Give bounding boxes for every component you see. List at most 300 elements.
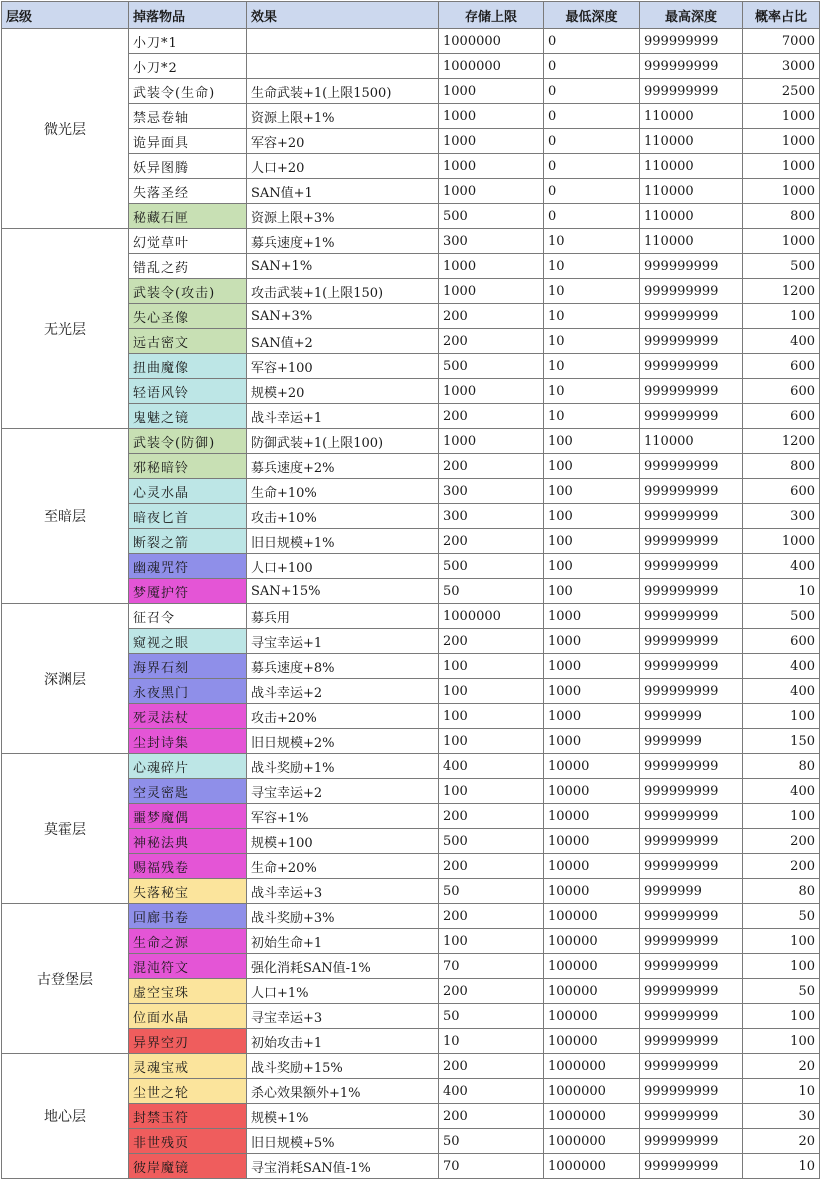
storage-cap: 1000 xyxy=(439,104,544,129)
min-depth: 1000 xyxy=(544,629,640,654)
item-effect: 防御武装+1(上限100) xyxy=(247,429,439,454)
item-effect xyxy=(247,29,439,54)
probability: 50 xyxy=(743,979,820,1004)
storage-cap: 500 xyxy=(439,354,544,379)
item-name: 尘封诗集 xyxy=(129,729,247,754)
min-depth: 0 xyxy=(544,79,640,104)
max-depth: 9999999 xyxy=(640,704,743,729)
min-depth: 1000 xyxy=(544,704,640,729)
item-name: 武装令(防御) xyxy=(129,429,247,454)
storage-cap: 100 xyxy=(439,929,544,954)
layer-name: 无光层 xyxy=(2,229,129,429)
min-depth: 1000000 xyxy=(544,1079,640,1104)
storage-cap: 400 xyxy=(439,1079,544,1104)
probability: 500 xyxy=(743,604,820,629)
min-depth: 10 xyxy=(544,304,640,329)
min-depth: 0 xyxy=(544,204,640,229)
probability: 800 xyxy=(743,454,820,479)
item-name: 小刀*1 xyxy=(129,29,247,54)
max-depth: 999999999 xyxy=(640,954,743,979)
min-depth: 10000 xyxy=(544,854,640,879)
header-capacity: 存储上限 xyxy=(439,2,544,29)
storage-cap: 1000 xyxy=(439,154,544,179)
layer-name: 古登堡层 xyxy=(2,904,129,1054)
item-effect: 募兵速度+1% xyxy=(247,229,439,254)
min-depth: 1000 xyxy=(544,729,640,754)
min-depth: 10 xyxy=(544,279,640,304)
storage-cap: 50 xyxy=(439,879,544,904)
max-depth: 999999999 xyxy=(640,979,743,1004)
max-depth: 999999999 xyxy=(640,579,743,604)
item-effect: 战斗奖励+3% xyxy=(247,904,439,929)
max-depth: 999999999 xyxy=(640,804,743,829)
storage-cap: 1000 xyxy=(439,279,544,304)
probability: 150 xyxy=(743,729,820,754)
item-effect: 初始生命+1 xyxy=(247,929,439,954)
item-effect: 募兵速度+2% xyxy=(247,454,439,479)
probability: 1000 xyxy=(743,154,820,179)
item-name: 武装令(生命) xyxy=(129,79,247,104)
item-effect: 寻宝幸运+1 xyxy=(247,629,439,654)
min-depth: 100000 xyxy=(544,1004,640,1029)
item-effect: 杀心效果额外+1% xyxy=(247,1079,439,1104)
item-name: 断裂之箭 xyxy=(129,529,247,554)
probability: 600 xyxy=(743,479,820,504)
min-depth: 100000 xyxy=(544,1029,640,1054)
item-name: 位面水晶 xyxy=(129,1004,247,1029)
min-depth: 0 xyxy=(544,29,640,54)
min-depth: 1000000 xyxy=(544,1104,640,1129)
probability: 400 xyxy=(743,654,820,679)
min-depth: 1000000 xyxy=(544,1154,640,1179)
item-effect: 募兵速度+8% xyxy=(247,654,439,679)
probability: 1000 xyxy=(743,529,820,554)
max-depth: 9999999 xyxy=(640,729,743,754)
item-effect: 资源上限+1% xyxy=(247,104,439,129)
max-depth: 999999999 xyxy=(640,254,743,279)
max-depth: 999999999 xyxy=(640,479,743,504)
storage-cap: 200 xyxy=(439,629,544,654)
max-depth: 999999999 xyxy=(640,779,743,804)
max-depth: 999999999 xyxy=(640,1004,743,1029)
min-depth: 1000000 xyxy=(544,1129,640,1154)
max-depth: 999999999 xyxy=(640,854,743,879)
item-name: 秘藏石匣 xyxy=(129,204,247,229)
item-name: 征召令 xyxy=(129,604,247,629)
storage-cap: 1000 xyxy=(439,379,544,404)
min-depth: 100000 xyxy=(544,929,640,954)
storage-cap: 50 xyxy=(439,1129,544,1154)
item-name: 异界空刃 xyxy=(129,1029,247,1054)
max-depth: 999999999 xyxy=(640,454,743,479)
header-effect: 效果 xyxy=(247,2,439,29)
table-row xyxy=(2,904,820,929)
item-name: 空灵密匙 xyxy=(129,779,247,804)
storage-cap: 300 xyxy=(439,229,544,254)
storage-cap: 100 xyxy=(439,729,544,754)
item-name: 封禁玉符 xyxy=(129,1104,247,1129)
min-depth: 100 xyxy=(544,454,640,479)
item-effect: 军容+20 xyxy=(247,129,439,154)
item-effect: SAN+15% xyxy=(247,579,439,604)
max-depth: 999999999 xyxy=(640,29,743,54)
probability: 80 xyxy=(743,879,820,904)
max-depth: 999999999 xyxy=(640,679,743,704)
item-name: 永夜黑门 xyxy=(129,679,247,704)
storage-cap: 1000 xyxy=(439,429,544,454)
item-effect: 寻宝幸运+3 xyxy=(247,1004,439,1029)
storage-cap: 1000 xyxy=(439,129,544,154)
item-name: 失心圣像 xyxy=(129,304,247,329)
storage-cap: 200 xyxy=(439,854,544,879)
item-effect: 寻宝消耗SAN值-1% xyxy=(247,1154,439,1179)
probability: 1200 xyxy=(743,279,820,304)
layer-name: 莫霍层 xyxy=(2,754,129,904)
probability: 7000 xyxy=(743,29,820,54)
probability: 600 xyxy=(743,379,820,404)
max-depth: 999999999 xyxy=(640,554,743,579)
header-item: 掉落物品 xyxy=(129,2,247,29)
min-depth: 10 xyxy=(544,254,640,279)
probability: 20 xyxy=(743,1129,820,1154)
probability: 100 xyxy=(743,704,820,729)
storage-cap: 300 xyxy=(439,504,544,529)
probability: 200 xyxy=(743,854,820,879)
table-row xyxy=(2,604,820,629)
min-depth: 10 xyxy=(544,354,640,379)
probability: 1000 xyxy=(743,129,820,154)
probability: 200 xyxy=(743,829,820,854)
min-depth: 100000 xyxy=(544,979,640,1004)
storage-cap: 200 xyxy=(439,1104,544,1129)
max-depth: 999999999 xyxy=(640,279,743,304)
probability: 600 xyxy=(743,354,820,379)
max-depth: 999999999 xyxy=(640,829,743,854)
storage-cap: 70 xyxy=(439,954,544,979)
min-depth: 10000 xyxy=(544,829,640,854)
storage-cap: 300 xyxy=(439,479,544,504)
storage-cap: 1000 xyxy=(439,179,544,204)
item-effect: 人口+1% xyxy=(247,979,439,1004)
max-depth: 999999999 xyxy=(640,929,743,954)
probability: 400 xyxy=(743,554,820,579)
table-body xyxy=(2,29,820,1179)
item-name: 小刀*2 xyxy=(129,54,247,79)
storage-cap: 100 xyxy=(439,779,544,804)
min-depth: 0 xyxy=(544,104,640,129)
item-name: 禁忌卷轴 xyxy=(129,104,247,129)
max-depth: 110000 xyxy=(640,104,743,129)
probability: 500 xyxy=(743,254,820,279)
probability: 1000 xyxy=(743,104,820,129)
item-name: 武装令(攻击) xyxy=(129,279,247,304)
item-name: 死灵法杖 xyxy=(129,704,247,729)
min-depth: 1000000 xyxy=(544,1054,640,1079)
item-effect: 规模+100 xyxy=(247,829,439,854)
storage-cap: 200 xyxy=(439,329,544,354)
max-depth: 999999999 xyxy=(640,354,743,379)
item-name: 噩梦魔偶 xyxy=(129,804,247,829)
item-effect: 战斗幸运+1 xyxy=(247,404,439,429)
item-effect: 战斗幸运+3 xyxy=(247,879,439,904)
probability: 2500 xyxy=(743,79,820,104)
item-name: 幽魂咒符 xyxy=(129,554,247,579)
item-effect: 募兵用 xyxy=(247,604,439,629)
max-depth: 999999999 xyxy=(640,754,743,779)
probability: 400 xyxy=(743,329,820,354)
max-depth: 9999999 xyxy=(640,879,743,904)
min-depth: 0 xyxy=(544,179,640,204)
probability: 100 xyxy=(743,954,820,979)
item-effect: 寻宝幸运+2 xyxy=(247,779,439,804)
max-depth: 999999999 xyxy=(640,529,743,554)
item-effect: 初始攻击+1 xyxy=(247,1029,439,1054)
min-depth: 10 xyxy=(544,229,640,254)
max-depth: 999999999 xyxy=(640,629,743,654)
max-depth: 999999999 xyxy=(640,1129,743,1154)
storage-cap: 1000000 xyxy=(439,29,544,54)
probability: 1000 xyxy=(743,229,820,254)
min-depth: 100 xyxy=(544,429,640,454)
layer-name: 至暗层 xyxy=(2,429,129,604)
item-name: 灵魂宝戒 xyxy=(129,1054,247,1079)
layer-name: 微光层 xyxy=(2,29,129,229)
item-effect: 生命+10% xyxy=(247,479,439,504)
item-effect xyxy=(247,54,439,79)
item-name: 远古密文 xyxy=(129,329,247,354)
storage-cap: 200 xyxy=(439,1054,544,1079)
item-name: 赐福残卷 xyxy=(129,854,247,879)
item-effect: 战斗奖励+15% xyxy=(247,1054,439,1079)
max-depth: 999999999 xyxy=(640,329,743,354)
max-depth: 999999999 xyxy=(640,1079,743,1104)
header-min-depth: 最低深度 xyxy=(544,2,640,29)
item-effect: 强化消耗SAN值-1% xyxy=(247,954,439,979)
probability: 100 xyxy=(743,1029,820,1054)
max-depth: 999999999 xyxy=(640,79,743,104)
max-depth: 110000 xyxy=(640,154,743,179)
max-depth: 999999999 xyxy=(640,404,743,429)
item-name: 妖异图腾 xyxy=(129,154,247,179)
item-effect: 旧日规模+1% xyxy=(247,529,439,554)
item-effect: 军容+100 xyxy=(247,354,439,379)
storage-cap: 200 xyxy=(439,529,544,554)
probability: 400 xyxy=(743,779,820,804)
item-effect: 规模+1% xyxy=(247,1104,439,1129)
min-depth: 10000 xyxy=(544,804,640,829)
storage-cap: 200 xyxy=(439,404,544,429)
probability: 10 xyxy=(743,579,820,604)
min-depth: 100 xyxy=(544,529,640,554)
storage-cap: 400 xyxy=(439,754,544,779)
item-name: 错乱之药 xyxy=(129,254,247,279)
probability: 3000 xyxy=(743,54,820,79)
storage-cap: 200 xyxy=(439,304,544,329)
item-effect: 战斗奖励+1% xyxy=(247,754,439,779)
max-depth: 999999999 xyxy=(640,904,743,929)
probability: 1200 xyxy=(743,429,820,454)
min-depth: 10000 xyxy=(544,754,640,779)
max-depth: 999999999 xyxy=(640,1154,743,1179)
max-depth: 999999999 xyxy=(640,1029,743,1054)
table-row xyxy=(2,429,820,454)
item-effect: 人口+100 xyxy=(247,554,439,579)
item-effect: 战斗幸运+2 xyxy=(247,679,439,704)
min-depth: 1000 xyxy=(544,654,640,679)
item-name: 非世残页 xyxy=(129,1129,247,1154)
probability: 100 xyxy=(743,804,820,829)
item-name: 回廊书卷 xyxy=(129,904,247,929)
probability: 100 xyxy=(743,929,820,954)
storage-cap: 100 xyxy=(439,704,544,729)
storage-cap: 50 xyxy=(439,579,544,604)
storage-cap: 10 xyxy=(439,1029,544,1054)
min-depth: 0 xyxy=(544,129,640,154)
item-effect: 攻击+10% xyxy=(247,504,439,529)
probability: 10 xyxy=(743,1079,820,1104)
item-effect: SAN值+2 xyxy=(247,329,439,354)
max-depth: 999999999 xyxy=(640,1104,743,1129)
storage-cap: 1000 xyxy=(439,254,544,279)
layer-name: 深渊层 xyxy=(2,604,129,754)
item-effect: SAN+3% xyxy=(247,304,439,329)
probability: 50 xyxy=(743,904,820,929)
min-depth: 0 xyxy=(544,54,640,79)
item-name: 窥视之眼 xyxy=(129,629,247,654)
item-effect: 旧日规模+2% xyxy=(247,729,439,754)
storage-cap: 1000000 xyxy=(439,54,544,79)
item-effect: SAN值+1 xyxy=(247,179,439,204)
table-row xyxy=(2,1054,820,1079)
item-name: 混沌符文 xyxy=(129,954,247,979)
storage-cap: 200 xyxy=(439,979,544,1004)
storage-cap: 50 xyxy=(439,1004,544,1029)
min-depth: 10 xyxy=(544,404,640,429)
probability: 600 xyxy=(743,629,820,654)
item-name: 邪秘暗铃 xyxy=(129,454,247,479)
probability: 100 xyxy=(743,1004,820,1029)
item-effect: SAN+1% xyxy=(247,254,439,279)
max-depth: 999999999 xyxy=(640,504,743,529)
item-name: 心灵水晶 xyxy=(129,479,247,504)
storage-cap: 200 xyxy=(439,454,544,479)
storage-cap: 500 xyxy=(439,204,544,229)
min-depth: 100000 xyxy=(544,954,640,979)
probability: 1000 xyxy=(743,179,820,204)
probability: 80 xyxy=(743,754,820,779)
storage-cap: 100 xyxy=(439,654,544,679)
table-row xyxy=(2,754,820,779)
max-depth: 110000 xyxy=(640,229,743,254)
max-depth: 999999999 xyxy=(640,304,743,329)
min-depth: 0 xyxy=(544,154,640,179)
min-depth: 10000 xyxy=(544,779,640,804)
max-depth: 999999999 xyxy=(640,54,743,79)
item-name: 暗夜匕首 xyxy=(129,504,247,529)
item-name: 尘世之轮 xyxy=(129,1079,247,1104)
probability: 800 xyxy=(743,204,820,229)
storage-cap: 200 xyxy=(439,804,544,829)
layer-name: 地心层 xyxy=(2,1054,129,1179)
max-depth: 110000 xyxy=(640,179,743,204)
header-max-depth: 最高深度 xyxy=(640,2,743,29)
probability: 20 xyxy=(743,1054,820,1079)
item-effect: 规模+20 xyxy=(247,379,439,404)
item-effect: 军容+1% xyxy=(247,804,439,829)
item-name: 失落圣经 xyxy=(129,179,247,204)
table-row xyxy=(2,229,820,254)
table-header xyxy=(2,2,820,29)
item-effect: 资源上限+3% xyxy=(247,204,439,229)
probability: 300 xyxy=(743,504,820,529)
item-name: 神秘法典 xyxy=(129,829,247,854)
probability: 30 xyxy=(743,1104,820,1129)
probability: 100 xyxy=(743,304,820,329)
storage-cap: 200 xyxy=(439,904,544,929)
header-row xyxy=(2,2,820,29)
item-effect: 生命武装+1(上限1500) xyxy=(247,79,439,104)
item-name: 梦魇护符 xyxy=(129,579,247,604)
min-depth: 1000 xyxy=(544,604,640,629)
drop-table xyxy=(1,1,820,1179)
header-probability: 概率占比 xyxy=(743,2,820,29)
item-effect: 攻击+20% xyxy=(247,704,439,729)
max-depth: 999999999 xyxy=(640,379,743,404)
storage-cap: 500 xyxy=(439,829,544,854)
item-effect: 生命+20% xyxy=(247,854,439,879)
storage-cap: 1000000 xyxy=(439,604,544,629)
min-depth: 10 xyxy=(544,379,640,404)
max-depth: 110000 xyxy=(640,429,743,454)
storage-cap: 70 xyxy=(439,1154,544,1179)
min-depth: 100000 xyxy=(544,904,640,929)
item-name: 轻语风铃 xyxy=(129,379,247,404)
max-depth: 999999999 xyxy=(640,1054,743,1079)
max-depth: 110000 xyxy=(640,129,743,154)
storage-cap: 100 xyxy=(439,679,544,704)
item-name: 彼岸魔镜 xyxy=(129,1154,247,1179)
item-name: 鬼魅之镜 xyxy=(129,404,247,429)
min-depth: 100 xyxy=(544,504,640,529)
min-depth: 100 xyxy=(544,579,640,604)
min-depth: 10 xyxy=(544,329,640,354)
max-depth: 999999999 xyxy=(640,604,743,629)
item-name: 扭曲魔像 xyxy=(129,354,247,379)
probability: 400 xyxy=(743,679,820,704)
probability: 600 xyxy=(743,404,820,429)
item-effect: 攻击武装+1(上限150) xyxy=(247,279,439,304)
max-depth: 110000 xyxy=(640,204,743,229)
item-name: 幻觉草叶 xyxy=(129,229,247,254)
item-name: 心魂碎片 xyxy=(129,754,247,779)
min-depth: 1000 xyxy=(544,679,640,704)
max-depth: 999999999 xyxy=(640,654,743,679)
item-name: 诡异面具 xyxy=(129,129,247,154)
min-depth: 100 xyxy=(544,479,640,504)
item-name: 生命之源 xyxy=(129,929,247,954)
table-row xyxy=(2,29,820,54)
probability: 10 xyxy=(743,1154,820,1179)
header-layer: 层级 xyxy=(2,2,129,29)
item-effect: 旧日规模+5% xyxy=(247,1129,439,1154)
min-depth: 10000 xyxy=(544,879,640,904)
min-depth: 100 xyxy=(544,554,640,579)
storage-cap: 1000 xyxy=(439,79,544,104)
item-effect: 人口+20 xyxy=(247,154,439,179)
storage-cap: 500 xyxy=(439,554,544,579)
item-name: 海界石刻 xyxy=(129,654,247,679)
item-name: 失落秘宝 xyxy=(129,879,247,904)
